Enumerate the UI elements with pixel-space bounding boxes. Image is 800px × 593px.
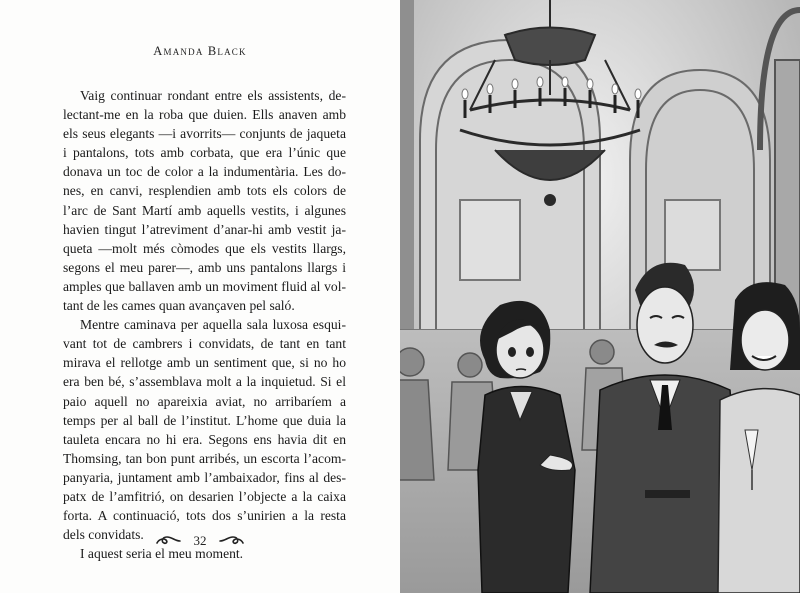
ballroom-illustration (400, 0, 800, 593)
right-flourish-icon (219, 535, 245, 547)
running-head-author: Amanda Black (153, 44, 247, 58)
paragraph-3: I aquest seria el meu moment. (80, 546, 244, 562)
page-number: 32 (193, 533, 207, 549)
page-number-footer (0, 532, 400, 549)
body-text (63, 86, 346, 563)
left-flourish-icon (155, 535, 181, 547)
paragraph-1: Vaig continuar rondant entre els assistents, delectant-me en la roba que duien. Ells anaven amb els seus elegants —i avorrits— conjunts de jaqueta i pantalons, tots amb corbata, que era l’únic que donava un toc de color a la indumentària. Les dones, en canvi, resplendien amb tots els colors de l’arc de Sant Martí amb aquells vestits, i algunes havien tingut l’atreviment d’anar-hi amb vestit jaqueta —molt més còmodes que els vestits llargs, segons el meu parer—, amb uns pantalons llargs i amples que ballaven amb un moviment fluid al voltant de les cames quan avançaven pel saló. (63, 88, 346, 314)
paragraph-2: Mentre caminava per aquella sala luxosa esquivant tot de cambrers i convidats, de tant en tant mirava el rellotge amb un sentiment que, si no ho era ben bé, s’assemblava molt a la inquietud. Si el paio aquell no apareixia aviat, no arribaríem a temps per al ball de l’institut. L’home que duia la tauleta encara no hi era. Segons ens havia dit en Thomsing, tan bon punt arribés, un escorta l’acompanyaria, juntament amb l’ambaixador, fins al despatx de l’amfitrió, on desarien l’objecte a la caixa forta. A continuació, tots dos s’unirien a la resta dels convidats. (63, 317, 346, 543)
illustration-page (400, 0, 800, 593)
